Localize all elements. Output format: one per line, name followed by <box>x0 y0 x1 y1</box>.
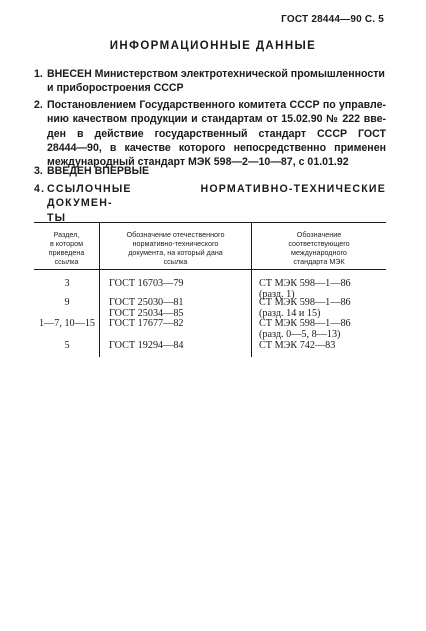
table-header-rule <box>34 269 386 270</box>
iec-designation: СТ МЭК 598—1—86 <box>259 297 351 308</box>
item-4-line-2: ТЫ <box>47 211 67 224</box>
row-1-gost <box>109 279 184 290</box>
item-2-line-4: 28444—90, в качестве которого непосредственно применен <box>47 141 386 154</box>
item-4-line-1: ССЫЛОЧНЫЕ НОРМАТИВНО-ТЕХНИЧЕСКИЕ ДОКУМЕН- <box>47 183 386 210</box>
item-2 <box>34 98 386 169</box>
item-4 <box>34 182 386 225</box>
gost-designation: ГОСТ 16703—79 <box>109 278 184 289</box>
table-header-section <box>34 230 99 266</box>
header-gost-line: документа, на который дана <box>128 248 223 257</box>
item-4-number: 4. <box>34 183 46 195</box>
item-2-line-3: ден в действие государственный стандарт СССР ГОСТ <box>47 127 386 140</box>
header-section-line: в котором <box>49 239 84 248</box>
iec-designation: СТ МЭК 598—1—86 <box>259 278 351 289</box>
row-3-section: 1—7, 10—15 <box>38 318 96 329</box>
header-gost-line: ссылка <box>163 257 188 266</box>
item-1-line-2: и приборостроения СССР <box>47 82 184 95</box>
iec-section-note: (разд. 0—5, 8—13) <box>259 328 341 340</box>
row-4-iec <box>259 341 335 352</box>
row-2-gost <box>109 298 184 319</box>
page-header: ГОСТ 28444—90 С. 5 <box>281 14 384 25</box>
header-section-line: приведена <box>48 248 85 257</box>
item-2-line-5: международный стандарт МЭК 598—2—10—87, с 01.01.92 <box>47 156 349 169</box>
table-header-iec <box>252 230 386 266</box>
row-2-iec <box>259 298 351 319</box>
header-gost-line: Обозначение отечественного <box>126 230 225 239</box>
row-1-section: 3 <box>64 278 70 289</box>
gost-designation: ГОСТ 25034—85 <box>109 307 184 319</box>
header-section-line: Раздел, <box>53 230 80 239</box>
item-2-number: 2. <box>34 99 43 111</box>
table-top-rule <box>34 222 386 223</box>
row-2-section: 9 <box>64 297 70 308</box>
item-3 <box>34 164 386 178</box>
item-3-number: 3. <box>34 165 43 177</box>
gost-designation: ГОСТ 25030—81 <box>109 297 184 308</box>
item-2-line-1: Постановлением Государственного комитета СССР по управле- <box>47 99 386 111</box>
row-3-gost <box>109 319 184 330</box>
header-iec-line: соответствующего <box>288 239 350 248</box>
iec-section-note: (разд. 1) <box>259 288 295 300</box>
gost-designation: ГОСТ 19294—84 <box>109 340 184 351</box>
iec-designation: СТ МЭК 742—83 <box>259 340 336 351</box>
row-4-gost <box>109 341 184 352</box>
row-4-section: 5 <box>64 340 70 351</box>
header-iec-line: стандарта МЭК <box>293 257 345 266</box>
header-section-line: ссылка <box>54 257 79 266</box>
row-3-iec <box>259 319 351 340</box>
section-title: ИНФОРМАЦИОННЫЕ ДАННЫЕ <box>109 40 317 52</box>
item-1-line-1: ВНЕСЕН Министерством электротехнической промышленности <box>47 68 385 80</box>
header-iec-line: Обозначение <box>296 230 342 239</box>
iec-designation: СТ МЭК 598—1—86 <box>259 318 351 329</box>
table-header-gost <box>100 230 251 266</box>
item-2-line-2: нию качеством продукции и стандартам от 15.02.90 № 222 вве- <box>47 113 386 126</box>
item-1 <box>34 67 386 96</box>
header-iec-line: международного <box>291 248 347 257</box>
item-1-number: 1. <box>34 68 43 80</box>
iec-section-note: (разд. 14 и 15) <box>259 307 321 319</box>
gost-designation: ГОСТ 17677—82 <box>109 318 184 329</box>
header-gost-line: нормативно-технического <box>132 239 219 248</box>
item-3-line-1: ВВЕДЕН ВПЕРВЫЕ <box>47 165 150 177</box>
